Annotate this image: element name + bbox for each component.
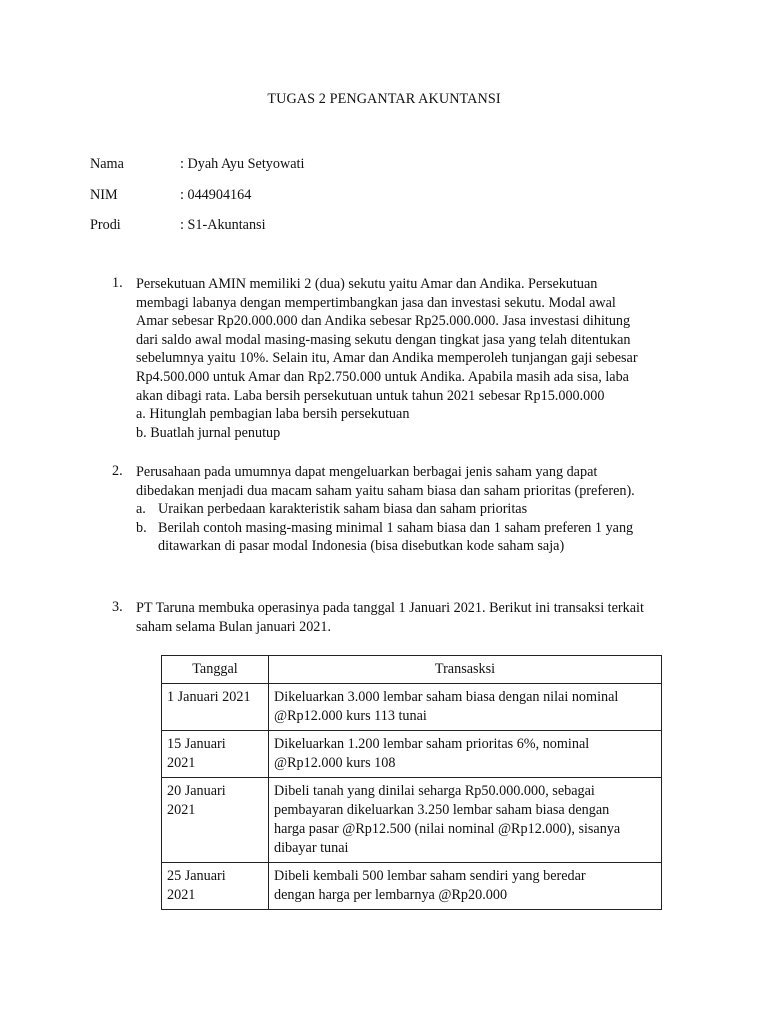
- description-line: Dibeli kembali 500 lembar saham sendiri yang beredar: [274, 868, 586, 884]
- date-cell: [162, 863, 269, 910]
- description-line: Dibeli tanah yang dinilai seharga Rp50.000.000, sebagai: [274, 783, 595, 799]
- date-cell: [162, 684, 269, 731]
- table-header-row: [162, 656, 662, 684]
- description-line: pembayaran dikeluarkan 3.250 lembar saham biasa dengan: [274, 802, 610, 818]
- info-value: : 044904164: [180, 187, 252, 203]
- description-line: Dikeluarkan 3.000 lembar saham biasa dengan nilai nominal: [274, 689, 619, 705]
- description-line: harga pasar @Rp12.500 (nilai nominal @Rp12.000), sisanya: [274, 821, 621, 837]
- subitem-line: ditawarkan di pasar modal Indonesia (bisa disebutkan kode saham saja): [158, 538, 565, 555]
- description-cell: [269, 731, 662, 778]
- description-line: @Rp12.000 kurs 113 tunai: [274, 708, 427, 724]
- question-line: saham selama Bulan januari 2021.: [136, 618, 332, 635]
- date-cell: [162, 778, 269, 863]
- column-header-tanggal: Tanggal: [162, 656, 269, 684]
- question-line: membagi labanya dengan mempertimbangkan jasa dan investasi sekutu. Modal awal: [136, 294, 616, 311]
- info-label: Prodi: [90, 217, 121, 233]
- question-body: [136, 463, 666, 556]
- date-line: 2021: [167, 802, 196, 818]
- subitem-b: [136, 519, 666, 556]
- description-line: Dikeluarkan 1.200 lembar saham prioritas 6%, nominal: [274, 736, 590, 752]
- question-line: Perusahaan pada umumnya dapat mengeluarkan berbagai jenis saham yang dapat: [136, 464, 598, 480]
- info-value: : S1-Akuntansi: [180, 217, 266, 233]
- question-line: Amar sebesar Rp20.000.000 dan Andika sebesar Rp25.000.000. Jasa investasi dihitung: [136, 313, 631, 330]
- transactions-table: [161, 655, 662, 910]
- subitem-line: Berilah contoh masing-masing minimal 1 saham biasa dan 1 saham preferen 1 yang: [158, 519, 634, 536]
- question-number: 1.: [112, 275, 123, 291]
- description-line: dibayar tunai: [274, 840, 349, 856]
- subitem-letter: b.: [136, 519, 147, 536]
- subitem-a: [136, 500, 666, 519]
- question-number: 3.: [112, 599, 123, 615]
- question-line: dibedakan menjadi dua macam saham yaitu saham biasa dan saham prioritas (preferen).: [136, 482, 635, 499]
- description-line: @Rp12.000 kurs 108: [274, 755, 396, 771]
- question-body: [136, 599, 666, 636]
- table-row: [162, 778, 662, 863]
- date-line: 2021: [167, 755, 196, 771]
- table-row: [162, 684, 662, 731]
- question-line: PT Taruna membuka operasinya pada tanggal 1 Januari 2021. Berikut ini transaksi terkait: [136, 600, 644, 616]
- date-line: 15 Januari: [167, 736, 226, 752]
- question-line: b. Buatlah jurnal penutup: [136, 424, 281, 441]
- subitem-letter: a.: [136, 501, 146, 518]
- info-value: : Dyah Ayu Setyowati: [180, 156, 305, 172]
- info-label: Nama: [90, 156, 124, 172]
- question-line: sebelumnya yaitu 10%. Selain itu, Amar dan Andika memperoleh tunjangan gaji sebesar: [136, 350, 638, 367]
- description-cell: [269, 863, 662, 910]
- description-cell: [269, 684, 662, 731]
- date-line: 1 Januari 2021: [167, 689, 251, 705]
- date-line: 20 Januari: [167, 783, 226, 799]
- question-line: a. Hitunglah pembagian laba bersih persekutuan: [136, 406, 410, 423]
- description-line: dengan harga per lembarnya @Rp20.000: [274, 887, 508, 903]
- date-line: 25 Januari: [167, 868, 226, 884]
- description-cell: [269, 778, 662, 863]
- question-line: akan dibagi rata. Laba bersih persekutuan untuk tahun 2021 sebesar Rp15.000.000: [136, 387, 605, 404]
- table-row: [162, 731, 662, 778]
- question-line: Persekutuan AMIN memiliki 2 (dua) sekutu yaitu Amar dan Andika. Persekutuan: [136, 276, 598, 292]
- question-line: Rp4.500.000 untuk Amar dan Rp2.750.000 untuk Andika. Apabila masih ada sisa, laba: [136, 368, 629, 385]
- question-line: dari saldo awal modal masing-masing sekutu dengan tingkat jasa yang telah ditentukan: [136, 331, 631, 348]
- date-cell: [162, 731, 269, 778]
- document-title: TUGAS 2 PENGANTAR AKUNTANSI: [267, 91, 501, 107]
- column-header-transaksi: Transasksi: [269, 656, 662, 684]
- table-row: [162, 863, 662, 910]
- info-label: NIM: [90, 187, 118, 203]
- subitem-line: Uraikan perbedaan karakteristik saham biasa dan saham prioritas: [158, 501, 528, 518]
- question-body: [136, 275, 666, 442]
- date-line: 2021: [167, 887, 196, 903]
- question-number: 2.: [112, 463, 123, 479]
